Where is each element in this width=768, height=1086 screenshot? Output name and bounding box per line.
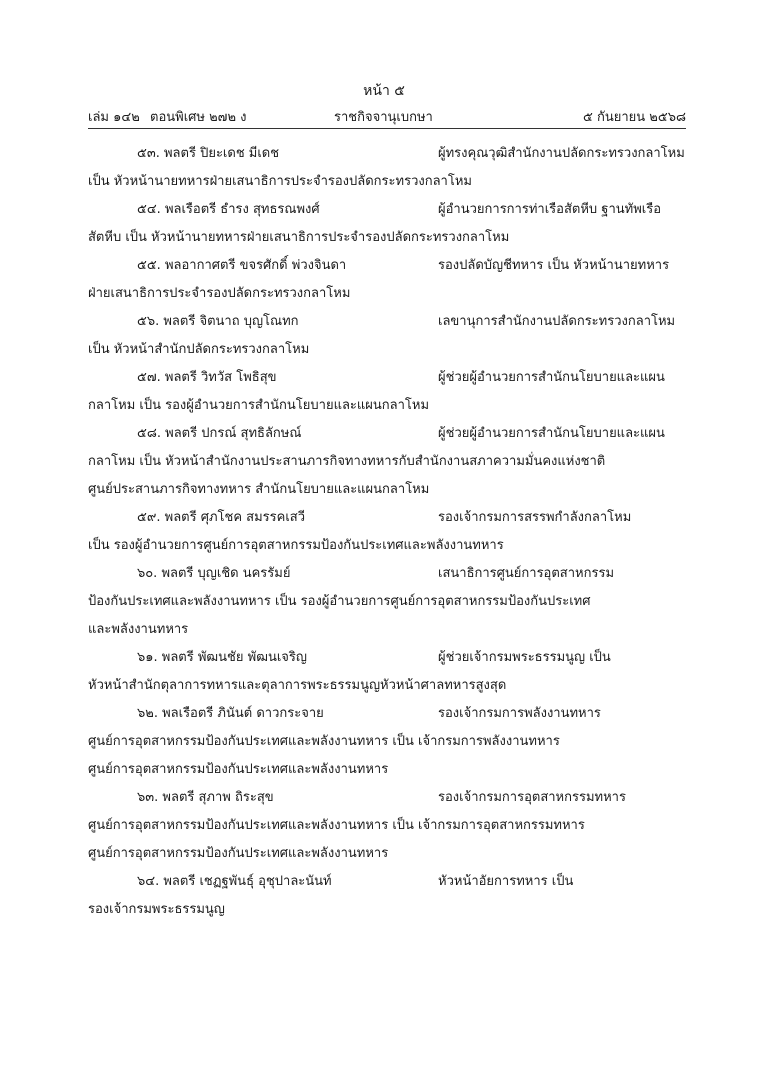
entry-continuation-line: เป็น รองผู้อำนวยการศูนย์การอุตสาหกรรมป้องกันประเทศและพลังงานทหาร (88, 538, 504, 553)
entry-name: ๖๐. พลตรี บุญเชิด นครรัมย์ (137, 566, 291, 581)
entry-continuation-line: สัตหีบ เป็น หัวหน้านายทหารฝ่ายเสนาธิการประจำรองปลัดกระทรวงกลาโหม (88, 230, 510, 245)
entry-first-line (88, 140, 686, 168)
entry-name: ๕๗. พลตรี วิทวัส โพธิสุข (137, 370, 277, 385)
appointment-entry (88, 308, 686, 364)
entry-name: ๖๓. พลตรี สุภาพ ถิระสุข (137, 790, 274, 805)
entry-first-line (88, 364, 686, 392)
entry-current-position: รองเจ้ากรมการพลังงานทหาร (438, 706, 601, 721)
entry-current-position: เสนาธิการศูนย์การอุตสาหกรรม (438, 566, 615, 581)
appointment-entry (88, 252, 686, 308)
entry-current-position: รองปลัดบัญชีทหาร เป็น หัวหน้านายทหาร (438, 258, 670, 273)
appointment-entry (88, 700, 686, 784)
running-header (88, 106, 686, 126)
entry-first-line (88, 308, 686, 336)
entry-current-position: รองเจ้ากรมการสรรพกำลังกลาโหม (438, 510, 632, 525)
entry-current-position: รองเจ้ากรมการอุตสาหกรรมทหาร (438, 790, 626, 805)
entry-continuation-line: เป็น หัวหน้านายทหารฝ่ายเสนาธิการประจำรองปลัดกระทรวงกลาโหม (88, 174, 472, 189)
issue-label: ตอนพิเศษ ๒๗๒ ง (150, 110, 247, 125)
appointment-entry (88, 504, 686, 560)
entry-name: ๕๕. พลอากาศตรี ขจรศักดิ์ พ่วงจินดา (137, 258, 347, 273)
appointment-entry (88, 644, 686, 700)
entry-continuation-line: ป้องกันประเทศและพลังงานทหาร เป็น รองผู้อำนวยการศูนย์การอุตสาหกรรมป้องกันประเทศ (88, 594, 591, 609)
entry-current-position: ผู้ช่วยผู้อำนวยการสำนักนโยบายและแผน (438, 426, 665, 441)
entry-name: ๕๘. พลตรี ปกรณ์ สุทธิลักษณ์ (137, 426, 302, 441)
entry-continuation-line: ศูนย์การอุตสาหกรรมป้องกันประเทศและพลังงานทหาร เป็น เจ้ากรมการอุตสาหกรรมทหาร (88, 818, 585, 833)
entry-name: ๕๓. พลตรี ปิยะเดช มีเดช (137, 146, 280, 161)
appointment-entry (88, 868, 686, 924)
entry-first-line (88, 644, 686, 672)
volume-label: เล่ม ๑๔๒ (88, 110, 140, 125)
gazette-title: ราชกิจจานุเบกษา (334, 110, 433, 125)
appointment-entry (88, 784, 686, 868)
page-number: หน้า ๕ (363, 83, 405, 99)
publication-date: ๕ กันยายน ๒๕๖๘ (583, 110, 686, 125)
entry-name: ๖๔. พลตรี เชฏฐพันธุ์ อุชุปาละนันท์ (137, 874, 332, 889)
entry-first-line (88, 868, 686, 896)
entry-first-line (88, 700, 686, 728)
entry-current-position: หัวหน้าอัยการทหาร เป็น (438, 874, 574, 889)
header-rule (88, 128, 686, 129)
entry-current-position: ผู้ช่วยผู้อำนวยการสำนักนโยบายและแผน (438, 370, 665, 385)
entry-name: ๕๙. พลตรี ศุภโชค สมรรคเสวี (137, 510, 306, 525)
entry-continuation-line: กลาโหม เป็น หัวหน้าสำนักงานประสานภารกิจทางทหารกับสำนักงานสภาความมั่นคงแห่งชาติ (88, 454, 606, 469)
entry-continuation-line: ศูนย์การอุตสาหกรรมป้องกันประเทศและพลังงานทหาร (88, 846, 389, 861)
entry-continuation-line: ศูนย์การอุตสาหกรรมป้องกันประเทศและพลังงานทหาร (88, 762, 389, 777)
entry-current-position: ผู้อำนวยการการท่าเรือสัตหีบ ฐานทัพเรือ (438, 202, 661, 217)
appointment-entry (88, 364, 686, 420)
entry-current-position: ผู้ช่วยเจ้ากรมพระธรรมนูญ เป็น (438, 650, 611, 665)
entry-name: ๖๑. พลตรี พัฒนชัย พัฒนเจริญ (137, 650, 307, 665)
appointment-entry (88, 140, 686, 196)
entry-name: ๕๖. พลตรี จิตนาถ บุญโณทก (137, 314, 299, 329)
entry-continuation-line: ฝ่ายเสนาธิการประจำรองปลัดกระทรวงกลาโหม (88, 286, 351, 301)
appointment-entry (88, 196, 686, 252)
entry-current-position: เลขานุการสำนักงานปลัดกระทรวงกลาโหม (438, 314, 676, 329)
entry-first-line (88, 560, 686, 588)
entry-continuation-line: ศูนย์ประสานภารกิจทางทหาร สำนักนโยบายและแผนกลาโหม (88, 482, 430, 497)
appointment-list (88, 140, 686, 924)
entry-first-line (88, 784, 686, 812)
entry-continuation-line: หัวหน้าสำนักตุลาการทหารและตุลาการพระธรรมนูญหัวหน้าศาลทหารสูงสุด (88, 678, 507, 693)
entry-first-line (88, 196, 686, 224)
appointment-entry (88, 420, 686, 504)
entry-continuation-line: และพลังงานทหาร (88, 622, 189, 637)
entry-first-line (88, 504, 686, 532)
entry-first-line (88, 252, 686, 280)
entry-continuation-line: กลาโหม เป็น รองผู้อำนวยการสำนักนโยบายและแผนกลาโหม (88, 398, 430, 413)
entry-current-position: ผู้ทรงคุณวุฒิสำนักงานปลัดกระทรวงกลาโหม (438, 146, 685, 161)
entry-continuation-line: ศูนย์การอุตสาหกรรมป้องกันประเทศและพลังงานทหาร เป็น เจ้ากรมการพลังงานทหาร (88, 734, 560, 749)
entry-continuation-line: รองเจ้ากรมพระธรรมนูญ (88, 902, 225, 917)
entry-continuation-line: เป็น หัวหน้าสำนักปลัดกระทรวงกลาโหม (88, 342, 310, 357)
appointment-entry (88, 560, 686, 644)
entry-name: ๕๔. พลเรือตรี ธำรง สุทธรณพงศ์ (137, 202, 320, 217)
entry-first-line (88, 420, 686, 448)
entry-name: ๖๒. พลเรือตรี ภินันต์ ดาวกระจาย (137, 706, 324, 721)
